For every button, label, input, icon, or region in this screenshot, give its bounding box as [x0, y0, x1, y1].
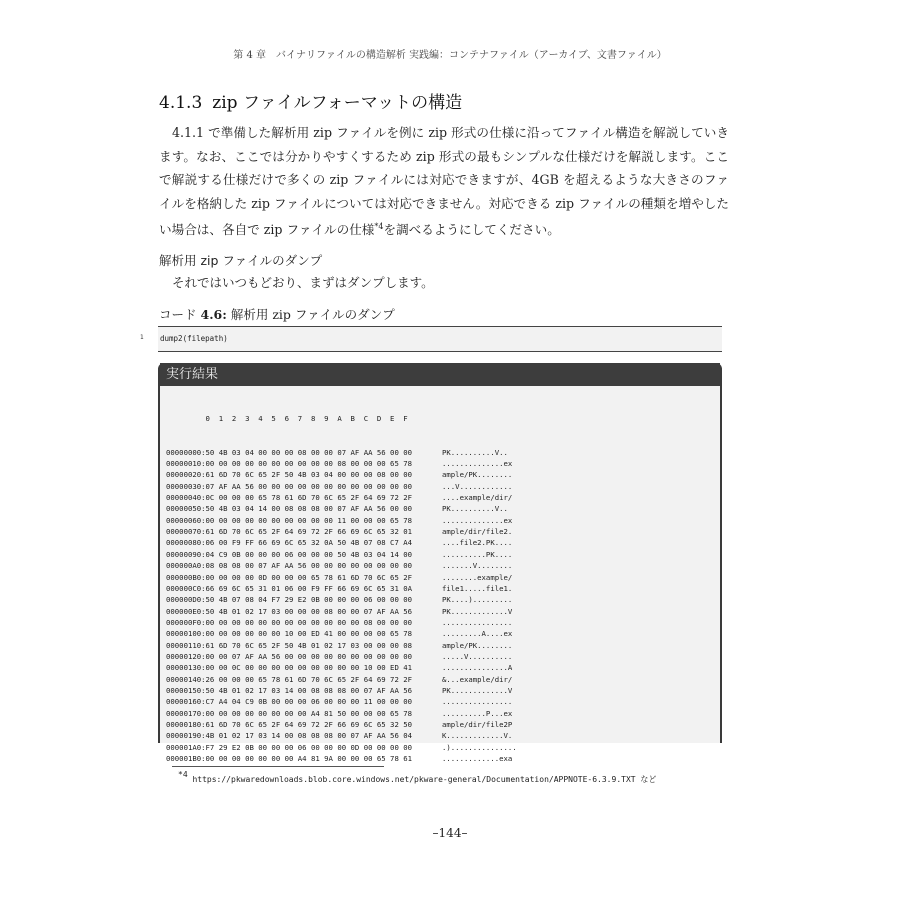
hex-ascii: ample/dir/file2. [442, 527, 513, 537]
footnote-mark: *4 [178, 770, 188, 779]
hex-bytes: 00000120:00 00 07 AF AA 56 00 00 00 00 00 00 00 00 00 00 [166, 651, 413, 661]
footnote-ref[interactable]: *4 [374, 222, 384, 231]
footnote [178, 770, 656, 785]
hex-row [166, 674, 513, 685]
hex-row [166, 617, 513, 628]
hex-row [166, 628, 513, 639]
hex-row [166, 572, 513, 583]
hex-ascii: ....file2.PK.... [442, 538, 513, 548]
hex-bytes: 00000170:00 00 00 00 00 00 00 00 A4 81 50 00 00 00 65 78 [166, 708, 413, 718]
hex-ascii: file1.....file1. [442, 583, 513, 593]
code-text: dump2(filepath) [160, 334, 228, 343]
code-caption [159, 305, 395, 323]
hex-bytes: 00000130:00 00 0C 00 00 00 00 00 00 00 00 00 10 00 ED 41 [166, 663, 413, 673]
paragraph-line [159, 215, 729, 242]
hex-ascii: PK.............V [442, 606, 513, 616]
hex-bytes: 00000010:00 00 00 00 00 00 00 00 00 00 08 00 00 00 65 78 [166, 459, 413, 469]
hex-bytes: 00000000:50 4B 03 04 00 00 00 08 00 00 07 AF AA 56 00 00 [166, 447, 413, 457]
hex-ascii: ................ [442, 617, 513, 627]
hex-row [166, 560, 513, 571]
hex-bytes: 000001B0:00 00 00 00 00 00 00 A4 81 9A 00 00 00 65 78 61 [166, 754, 413, 763]
hex-bytes: 00000090:04 C9 0B 00 00 00 06 00 00 00 50 4B 03 04 14 00 [166, 549, 413, 559]
hex-ascii: ....example/dir/ [442, 493, 513, 503]
body-paragraph [159, 121, 729, 242]
hex-row [166, 662, 513, 673]
hex-bytes: 000000F0:00 00 00 00 00 00 00 00 00 00 00 00 08 00 00 00 [166, 617, 413, 627]
hex-row [166, 549, 513, 560]
hex-ascii: ..............ex [442, 515, 513, 525]
hex-row [166, 640, 513, 651]
result-panel [158, 363, 722, 763]
hex-row [166, 685, 513, 696]
caption-number: 4.6: [200, 307, 227, 322]
hex-ascii: PK.............V [442, 685, 513, 695]
hex-ascii: ample/dir/file2P [442, 719, 513, 729]
result-title: 実行結果 [160, 363, 720, 386]
hex-ascii: .......V........ [442, 561, 513, 571]
code-block [158, 326, 722, 352]
hex-row [166, 696, 513, 707]
hex-ascii: PK..........V.. [442, 504, 508, 514]
running-header: 第 4 章 バイナリファイルの構造解析 実践編：コンテナファイル（アーカイブ、文書ファイル） [233, 50, 667, 61]
hex-bytes: 00000100:00 00 00 00 00 00 10 00 ED 41 00 00 00 00 65 78 [166, 629, 413, 639]
footnote-text: https://pkwaredownloads.blob.core.windows.net/pkware-general/Documentation/APPNOTE-6.3.9.TXT など [192, 775, 657, 784]
hex-bytes: 00000020:61 6D 70 6C 65 2F 50 4B 03 04 00 00 00 08 00 00 [166, 470, 413, 480]
hex-ascii: ..............ex [442, 459, 513, 469]
hex-row [166, 469, 513, 480]
hex-row [166, 481, 513, 492]
paragraph-line: で解説する仕様だけで多くの zip ファイルには対応できますが、4GB を超えるような大きさのファ [159, 172, 729, 187]
hex-row [166, 583, 513, 594]
hex-ascii: PK....)......... [442, 595, 513, 605]
hex-ascii: .........A....ex [442, 629, 513, 639]
hex-row [166, 492, 513, 503]
paragraph-line: 4.1.1 で準備した解析用 zip ファイルを例に zip 形式の仕様に沿ってファイル構造を解説していき [172, 125, 729, 140]
hex-ascii: .)............... [442, 742, 517, 752]
hex-row [166, 594, 513, 605]
hex-row [166, 753, 513, 764]
hex-row [166, 447, 508, 458]
hex-bytes: 00000050:50 4B 03 04 14 00 08 08 08 00 07 AF AA 56 00 00 [166, 504, 413, 514]
hex-bytes: 00000080:06 00 F9 FF 66 69 6C 65 32 0A 50 4B 07 08 C7 A4 [166, 538, 413, 548]
hex-ascii: ..........PK.... [442, 549, 513, 559]
hex-dump [166, 390, 517, 764]
hex-row [166, 730, 513, 741]
hex-ascii: PK..........V.. [442, 447, 508, 457]
subsection-text: それではいつもどおり、まずはダンプします。 [172, 275, 434, 290]
hex-bytes: 00000150:50 4B 01 02 17 03 14 00 08 08 08 00 07 AF AA 56 [166, 685, 413, 695]
hex-ascii: ...V............ [442, 481, 513, 491]
hex-bytes: 00000190:4B 01 02 17 03 14 00 08 08 08 00 07 AF AA 56 04 [166, 731, 413, 741]
hex-row [166, 719, 513, 730]
paragraph-line: ます。なお、ここでは分かりやすくするため zip 形式の最もシンプルな仕様だけを解説します。ここ [159, 148, 729, 164]
hex-bytes: 000000E0:50 4B 01 02 17 03 00 00 00 08 00 00 07 AF AA 56 [166, 606, 413, 616]
hex-bytes: 000000C0:66 69 6C 65 31 01 06 00 F9 FF 66 69 6C 65 31 0A [166, 583, 413, 593]
hex-bytes: 00000030:07 AF AA 56 00 00 00 00 00 00 00 00 00 00 00 00 [166, 481, 413, 491]
hex-ascii: ...............A [442, 663, 513, 673]
hex-header-row: 0 1 2 3 4 5 6 7 8 9 A B C D E F [166, 413, 408, 423]
hex-ascii: .............exa [442, 754, 513, 763]
caption-prefix: コード [159, 307, 197, 322]
hex-ascii: ..........P...ex [442, 708, 513, 718]
hex-row [166, 526, 513, 537]
code-line-number: 1 [140, 334, 144, 341]
hex-bytes: 00000140:26 00 00 00 65 78 61 6D 70 6C 65 2F 64 69 72 2F [166, 674, 413, 684]
hex-bytes: 00000040:0C 00 00 00 65 78 61 6D 70 6C 65 2F 64 69 72 2F [166, 493, 413, 503]
hex-bytes: 00000060:00 00 00 00 00 00 00 00 00 00 11 00 00 00 65 78 [166, 515, 413, 525]
hex-bytes: 00000070:61 6D 70 6C 65 2F 64 69 72 2F 66 69 6C 65 32 01 [166, 527, 413, 537]
hex-ascii: ample/PK........ [442, 640, 513, 650]
hex-row [166, 708, 513, 719]
footnote-divider [172, 766, 384, 767]
hex-bytes: 000000D0:50 4B 07 08 04 F7 29 E2 0B 00 00 00 06 00 00 00 [166, 595, 413, 605]
paragraph-text: を調べるようにしてください。 [383, 222, 560, 237]
hex-row [166, 606, 513, 617]
hex-bytes: 00000110:61 6D 70 6C 65 2F 50 4B 01 02 17 03 00 00 00 08 [166, 640, 413, 650]
hex-row [166, 458, 513, 469]
page-number: –144– [432, 826, 468, 840]
caption-title: 解析用 zip ファイルのダンプ [230, 307, 395, 322]
hex-row [166, 651, 513, 662]
hex-ascii: ample/PK........ [442, 470, 513, 480]
hex-row [166, 503, 508, 514]
hex-bytes: 000000B0:00 00 00 00 0D 00 00 00 65 78 61 6D 70 6C 65 2F [166, 572, 413, 582]
section-heading [159, 88, 462, 113]
hex-ascii: K.............V. [442, 731, 513, 741]
hex-row [166, 515, 513, 526]
hex-ascii: ................ [442, 697, 513, 707]
hex-ascii: ........example/ [442, 572, 513, 582]
hex-bytes: 000000A0:08 08 08 00 07 AF AA 56 00 00 00 00 00 00 00 00 [166, 561, 413, 571]
section-number: 4.1.3 [159, 93, 203, 113]
hex-bytes: 00000180:61 6D 70 6C 65 2F 64 69 72 2F 66 69 6C 65 32 50 [166, 719, 413, 729]
subsection-title: 解析用 zip ファイルのダンプ [159, 253, 323, 268]
hex-ascii: .....V.......... [442, 651, 513, 661]
hex-row [166, 742, 517, 753]
hex-row [166, 537, 513, 548]
hex-bytes: 00000160:C7 A4 04 C9 0B 00 00 00 06 00 00 00 11 00 00 00 [166, 697, 413, 707]
hex-bytes: 000001A0:F7 29 E2 0B 00 00 00 06 00 00 00 0D 00 00 00 00 [166, 742, 413, 752]
paragraph-line: イルを格納した zip ファイルについては対応できません。対応できる zip ファイルの種類を増やした [159, 195, 729, 211]
section-title: zip ファイルフォーマットの構造 [212, 93, 463, 113]
paragraph-text: い場合は、各自で zip ファイルの仕様 [159, 222, 375, 237]
hex-ascii: &...example/dir/ [442, 674, 513, 684]
